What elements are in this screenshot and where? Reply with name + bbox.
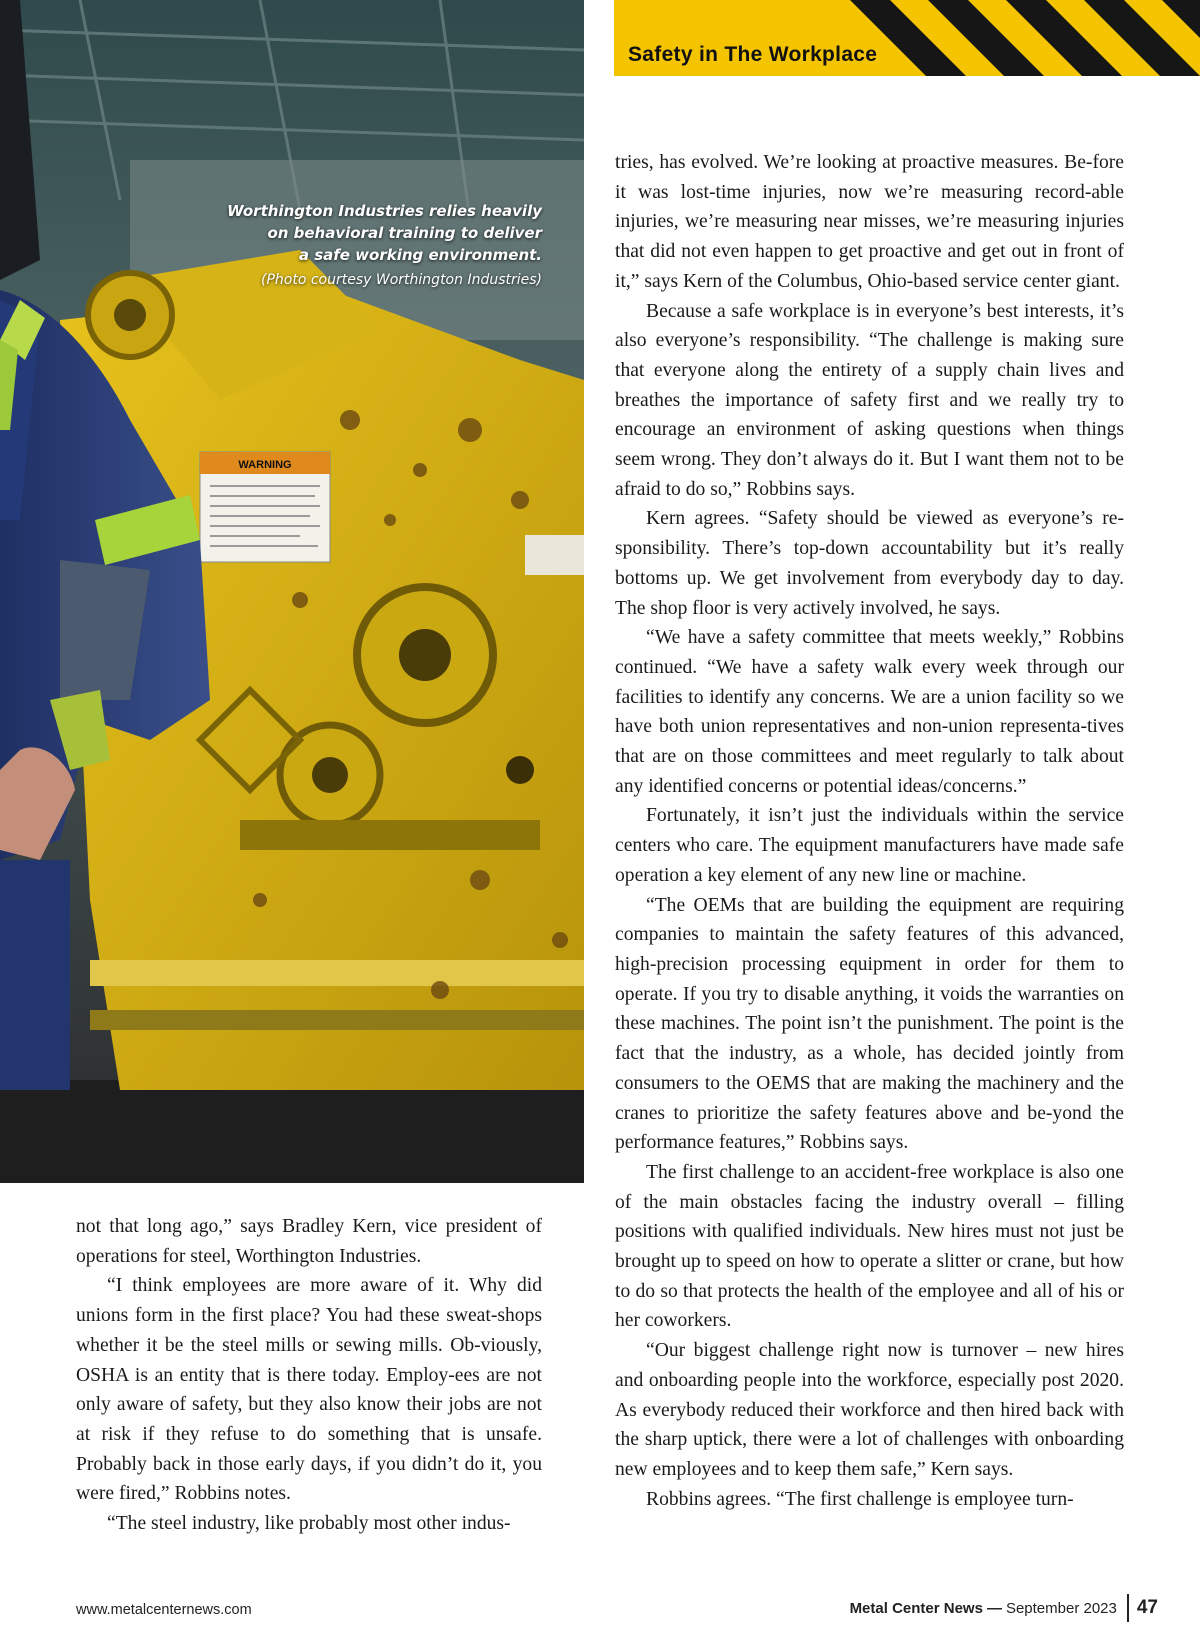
paragraph: Fortunately, it isn’t just the individuals within the service centers who care. The equipment manufacturers have made safe operation a key element of any new line or machine. <box>615 805 1124 886</box>
caption-line: Worthington Industries relies heavily <box>227 202 542 220</box>
paragraph: tries, has evolved. We’re looking at proactive measures. Be-fore it was lost-time injuries, now we’re measuring record-able injuries, we’re measuring near misses, we’re measuring injuries that did not even happen to get proactive and get out in front of it,” says Kern of the Columbus, Ohio-based service center giant. <box>615 152 1124 292</box>
paragraph: “Our biggest challenge right now is turnover – new hires and onboarding people into the workforce, especially post 2020. As everybody reduced their workforce and then hired back with the sharp uptick, there were a lot of challenges with onboarding new employees and to keep them safe,” Kern says. <box>615 1340 1124 1480</box>
paragraph: “We have a safety committee that meets weekly,” Robbins continued. “We have a safety walk every week through our facilities to identify any concerns. We are a union facility so we have both union representatives and non-union representa-tives that are on those committees and meet regularly to talk about any identified concerns or potential ideas/concerns.” <box>615 627 1124 797</box>
photo-caption <box>122 200 542 291</box>
folio-dash: — <box>986 1599 1002 1617</box>
section-header-band <box>614 0 1200 76</box>
caption-line: on behavioral training to deliver <box>267 224 542 242</box>
paragraph: “The OEMs that are building the equipment are requiring companies to maintain the safety features of this advanced, high-precision processing equipment in order for them to operate. If you try to disable anything, it voids the warranties on these machines. The point isn’t the punishment. The point is the fact that the industry, as a whole, has decided jointly from consumers to the OEMS that are making the machinery and the cranes to prioritize the safety features above and be-yond the performance features,” Robbins says. <box>615 894 1124 1154</box>
paragraph: “I think employees are more aware of it. Why did unions form in the first place? You had these sweat-shops whether it be the steel mills or sewing mills. Ob-viously, OSHA is an entity that is there today. Employ-ees are not only aware of safety, but they also know their jobs are not at risk if they refuse to do something that is unsafe. Probably back in those early days, if you didn’t do it, you were fired,” Robbins notes. <box>76 1275 542 1505</box>
page-number: 47 <box>1136 1597 1158 1618</box>
paragraph: not that long ago,” says Bradley Kern, vice president of operations for steel, Worthington Industries. <box>76 1216 542 1267</box>
section-title: Safety in The Workplace <box>628 43 878 66</box>
paragraph: The first challenge to an accident-free workplace is also one of the main obstacles facing the industry overall – filling positions with qualified individuals. New hires must not just be brought up to speed on how to operate a slitter or crane, but how to do so that protects the health of the employee and all of his or her coworkers. <box>615 1161 1124 1332</box>
footer-folio <box>850 1594 1158 1622</box>
paragraph: “The steel industry, like probably most other indus- <box>107 1513 511 1535</box>
photo-credit: (Photo courtesy Worthington Industries) <box>261 272 542 288</box>
warning-label-text: WARNING <box>238 459 292 471</box>
paragraph: Kern agrees. “Safety should be viewed as everyone’s re-sponsibility. There’s top-down accountability but it’s really bottoms up. We get involvement from everybody day to day. The shop floor is very actively involved, he says. <box>615 508 1124 619</box>
article-column-left <box>76 1212 542 1539</box>
warning-sign <box>200 452 330 562</box>
paragraph: Robbins agrees. “The first challenge is employee turn- <box>646 1488 1074 1510</box>
footer-website: www.metalcenternews.com <box>76 1602 252 1618</box>
publication-name: Metal Center News <box>849 1599 983 1617</box>
paragraph: Because a safe workplace is in everyone’s best interests, it’s also everyone’s responsibility. “The challenge is making sure that everyone along the entirety of a supply chain lives and breathes the importance of safety first and we really try to encourage an environment of asking questions when things seem wrong. They don’t always do it. But I want them not to be afraid to do so,” Robbins says. <box>615 300 1124 500</box>
folio-divider <box>1127 1594 1129 1622</box>
photo-illustration <box>0 0 584 1183</box>
feature-photo <box>0 0 584 1183</box>
issue-date: September 2023 <box>1005 1599 1117 1617</box>
caption-line: a safe working environment. <box>298 246 542 264</box>
article-column-right <box>615 148 1124 1514</box>
machine-label <box>525 535 584 575</box>
